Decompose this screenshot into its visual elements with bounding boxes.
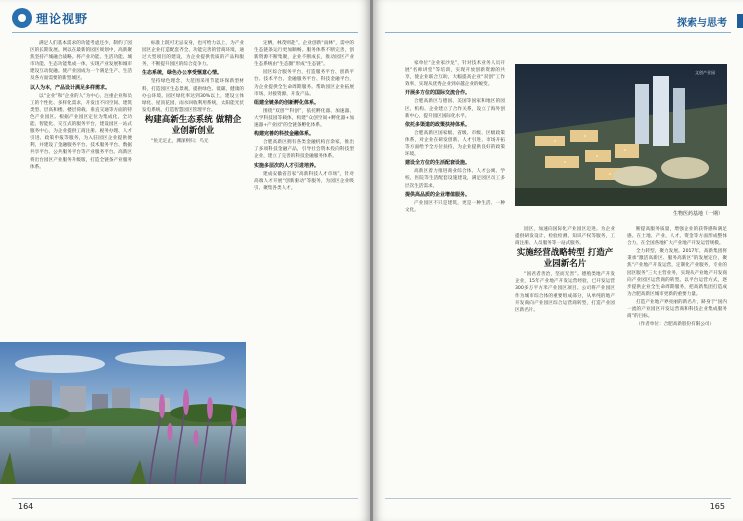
logo-text: 理论视野 [36,11,89,26]
body-paragraph: 全力转型，聚力发展。2017年，高新集团将秉承“激活高新区、服务高新区”的发展定位，聚焦“产业地产开发运营，定制化产业服务，专业的园区服务”三大主营业务，实现从产业地产开发商向产业园区运营商的转型。以平台运营方式，逐步提供企业全生命周期服务，把高新集团打造成为合肥高新区城市更新的重要力量。 [627,249,727,297]
body-paragraph: 建成安徽省首家“高新科技人才市场”，针对高端人才开展“创新驱动”等服务，为园区企业吸引、聚集各类人才。 [254,171,354,191]
body-paragraph: 定栖，林茂则赴”。企业创新“雨林”，需中的生态链条运行更加顺畅。服务体系不断完善，创新资源不断集聚，企业不断成长，推动园区产业生态系统由“生态圈”形成“生态链”。 [254,41,354,68]
right-column-2 [515,226,615,512]
body-paragraph: 园区，加速向国际化产业园区迈进。为企业提供研发设计、检验检测、知识产权等服务，工商注册、人员服务等一站式服务。 [515,227,615,247]
body-paragraph: 满足人们基本需求的功能考虑还少，制约了园区的长期发展。网以在最新的园区规划中，高新聚焦坚持产城融合战略。将产业功能、生活功能、城市功能、生态功能集成一体，实现产业发展和城市建设互动促融。使产业园成为一个满足生产、生活及各方面需要的新型城区。 [30,41,132,82]
lake-city-photo-svg [0,342,246,484]
right-column-1 [405,60,505,512]
section-marker [737,14,743,28]
page-number: 164 [18,502,34,511]
body-paragraph: 以“企业”和“企业的人”为中心，注重企业和员工的个性化、多样化需求，开发出不同空间、建筑类型、层高和楼、楼层荷载、垂直交通等方面的特色产业园区。根据产业园区定位为集成化、全功能、智能化、交互式的服务平台，建设园区一站式服务中心，为企业提供工商注册、税务办理、人才引进、政策申报等服务，为入驻园区企业提供便利，并建设了金融服务平台、技术服务平台、数据共享平台、公共服务平台等产业服务平台。高新区将出台园区产业服务升级版，打造全链条产业服务体系。 [30,93,132,170]
paragraph-lead: 提供高品质的企业增值服务。 [405,191,471,198]
body-paragraph: 高新区着力推进商业综合体、人才公寓、学校、医院等生活配套设施建设，满足园区员工多层次生活需求。 [405,169,505,189]
logo-circle-icon [12,8,32,28]
left-page [0,0,370,521]
body-paragraph: 家单位“企业家沙龙”，针对技术业务人员开展“名师讲堂”等培训，实现开放创新资源的共享，使企业联合互助，大幅提高企业“双创”工作效率，实现从优秀企业到卓越企业的蜕变。 [405,61,505,88]
paragraph-lead: 实施多层次的人才引进培养。 [254,162,320,169]
magazine-logo [12,8,88,28]
body-paragraph: “国君者善治，坚而无害”。德殖类地产开发企业，15年产业地产开发运营经验，已开发运营300多万平方米产业园区项目。公司将产业园区作为城市综合体的重要组成部分，从单纯的地产开发商向产业园区综合运营商转型，打造产业园区新名片。 [515,272,615,313]
body-paragraph: 合肥高新区拥有各类金融机构百余家，推出了多项科技金融产品，引导社会资本投向科技型企业，建立了完善的科技金融服务体系。 [254,140,354,160]
section-heading: 构建高新生态系统 做精企业创新创业 [144,114,242,136]
photo-tag: 文创产业园 [695,70,715,75]
body-paragraph: 合肥高新区与德国、美国等国家和地区的园区、机构、企业建立了合作关系，设立了海外创新中心，提升园区国际化水平。 [405,99,505,119]
paragraph-lead: 以人为本，产品设计满足多样需求。 [30,84,111,91]
body-paragraph: （作者单位：合肥高新股份有限公司） [636,322,715,328]
photo-caption: 生物医药基地（一期） [673,211,724,217]
left-column-1 [30,40,132,318]
body-paragraph: 围绕“双创”“科创”，依托孵化器、加速器、大学科技园等载体，构建“众创空间+孵化器+加速器+产业园”的全链条孵化体系。 [254,108,354,129]
lake-city-photo [0,342,246,484]
right-column-3 [627,226,727,512]
paragraph-lead: 生态系统，绿色办公享受惬意心情。 [142,70,223,77]
paragraph-lead: 建设全方位的生活配套设施。 [405,160,471,167]
body-paragraph: “鱼无定止，渊深则归；鸟无 [151,138,209,144]
paragraph-lead: 构建完善的科技金融体系。 [254,131,315,138]
body-paragraph: 打造产业地产界亮丽的新名片，跻身于“国内一流的产业园区开发运营商和科技企业集成服务商”的目标。 [627,299,727,320]
paragraph-lead: 开展多方位的国际交流合作。 [405,90,471,97]
body-paragraph: 园区综合服务平台，打造服务平台、创新平台、技术平台、金融服务平台、科技金融平台，为企业提供全生命周期服务。帮助园区企业拓展市场、对接资源、开发产品。 [254,70,354,97]
left-column-2 [142,40,244,318]
campus-aerial-photo [515,64,727,206]
right-page [373,0,743,521]
paragraph-lead: 依托多渠道的政策扶持体系。 [405,121,471,128]
body-paragraph: 合肥高新区国家级、省级、市级、区级政策体系，对企业在研发创新、人才引进、市场开拓等方面给予全方位扶持，为企业提供良好的政策环境。 [405,130,505,158]
body-paragraph: 产业园区不只是建筑，更是一种生活、一种文化。 [405,200,505,213]
section-heading: 实施经营战略转型 打造产业园新名片 [516,248,614,270]
left-column-3 [254,40,354,500]
section-label: 探索与思考 [677,18,727,29]
footer-rule [385,498,731,499]
body-paragraph: 标准上既可无忌安身，也可给力以上，为产业园区企业打造配套齐全、功能完善的营商环境，通过大型项目的建设，为企业提供优质的产品和服务，不断提升园区的综合竞争力。 [142,41,244,68]
header-rule [12,32,358,33]
paragraph-lead: 组建全链条的创新孵化体系。 [254,99,320,106]
header-rule [385,32,731,33]
campus-aerial-svg [515,64,727,206]
body-paragraph: 断提高服务质量，增强企业的获得感和满足感。在土地、产业、人才、资金等方面形成整体合力，在全国各地扩大产业地产开发运营规模。 [627,227,727,247]
body-paragraph: 坚持绿色理念，大范围采用节能环保新型材料，打造园区生态景观，提供绿色、低碳、健康的办公环境。园区绿化率达到30%以上，建设立体绿化、屋顶花园，雨水回收利用系统，太阳能光伏发电系统，打造智慧园区管理平台。 [142,79,244,113]
footer-rule [12,498,358,499]
page-number: 165 [709,502,725,511]
